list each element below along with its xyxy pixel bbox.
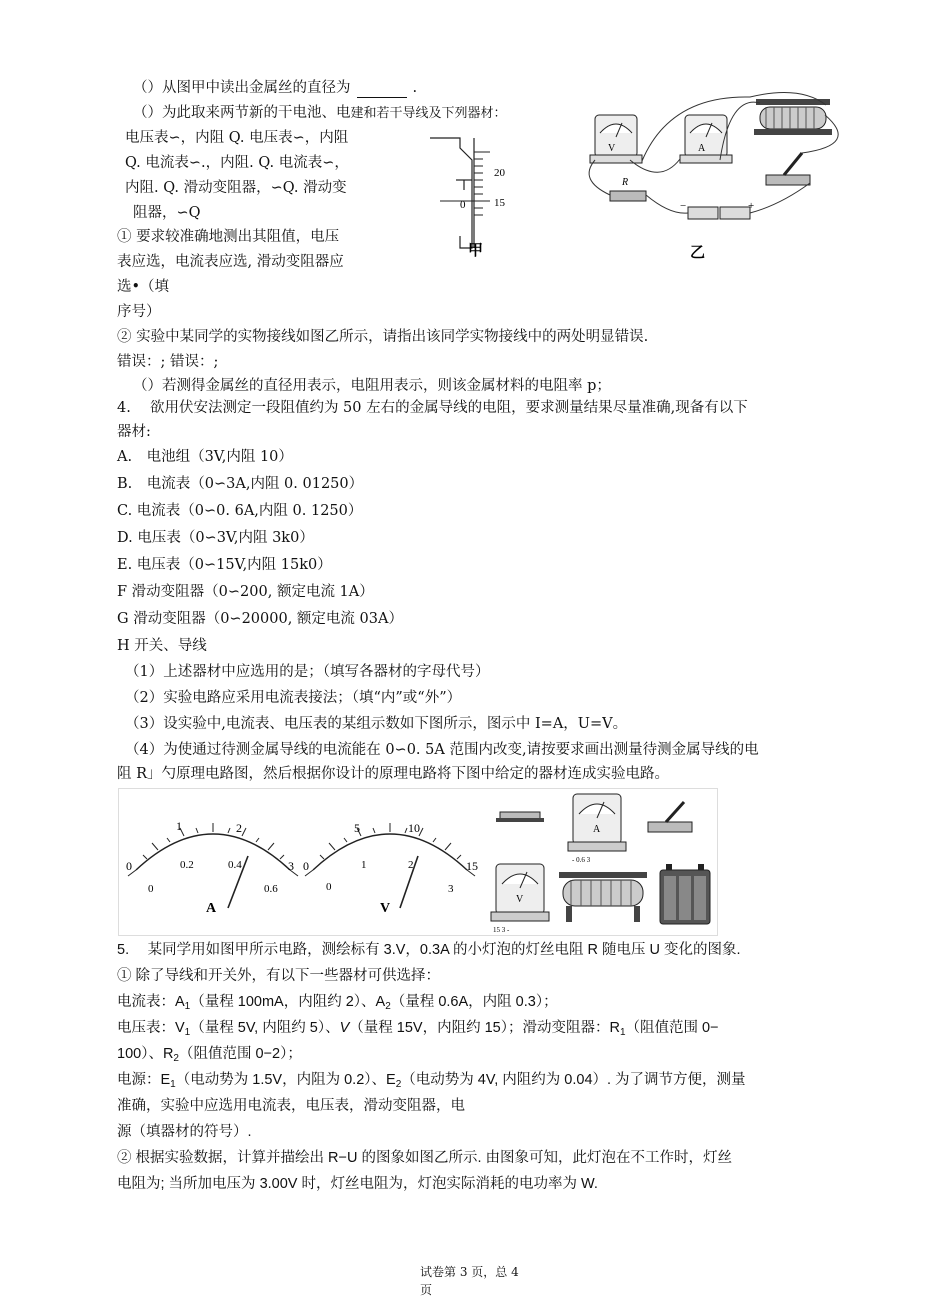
svg-text:0: 0 bbox=[126, 859, 132, 873]
q3-part2: （）为此取来两节新的干电池、电建和若干导线及下列器材： bbox=[133, 105, 507, 121]
page-footer: 试卷第 3 页，总 4 bbox=[420, 1265, 519, 1279]
voltmeter-dial bbox=[303, 821, 478, 916]
q4-option-d: D. 电压表（0∽3V,内阻 3k0） bbox=[117, 530, 314, 546]
ruler-label-15: 15 bbox=[494, 197, 505, 209]
switch-equipment-icon bbox=[648, 802, 692, 832]
q4-stem: 4. 欲用伏安法测定一段阻值约为 50 左右的金属导线的电阻，要求测量结果尽量准确,现备有以下 bbox=[117, 400, 748, 416]
svg-text:0: 0 bbox=[326, 881, 332, 893]
q5-ammeters: 电流表：$A_1$（量程 100mA，内阻约 2）、$A_2$（量程 0.6A，内阻 0.3）； bbox=[117, 994, 558, 1012]
q4-sub4: （4）为使通过待测金属导线的电流能在 0∽0. 5A 范围内改变,请按要求画出测量待测金属导线的电 bbox=[125, 742, 759, 758]
svg-text:V: V bbox=[380, 901, 391, 916]
micrometer-figure bbox=[420, 128, 540, 263]
q5-sources: 电源：$E_1$（电动势为 1.5V，内阻为 0.2）、$E_2$（电动势为 4V, 内阻约为 0.04）. 为了调节方便，测量 bbox=[117, 1072, 746, 1090]
svg-text:1: 1 bbox=[361, 859, 367, 871]
svg-text:2: 2 bbox=[408, 859, 414, 871]
svg-text:2: 2 bbox=[236, 821, 242, 835]
q3-part1: （）从图甲中读出金属丝的直径为 . bbox=[133, 80, 418, 96]
equipment-line: 内阻. Q. 滑动变阻器，∽Q. 滑动变 bbox=[125, 180, 347, 196]
equipment-line: Q. 电流表∽.，内阻. Q. 电流表∽， bbox=[125, 155, 349, 171]
q4-sub1: （1）上述器材中应选用的是；（填写各器材的字母代号） bbox=[125, 664, 490, 680]
resistor-equipment-icon bbox=[496, 812, 544, 822]
svg-text:1: 1 bbox=[176, 819, 182, 833]
battery-device-icon bbox=[680, 200, 754, 219]
svg-text:0.2: 0.2 bbox=[180, 859, 194, 871]
q4-sub2: （2）实验电路应采用电流表接法；（填“内”或“外”） bbox=[125, 690, 462, 706]
svg-text:A: A bbox=[206, 901, 217, 916]
q4-option-f: F 滑动变阻器（0∽200, 额定电流 1A） bbox=[117, 584, 374, 600]
svg-text:V: V bbox=[516, 894, 524, 905]
q5-voltmeters: 电压表：$V_1$（量程 5V, 内阻约 5）、V（量程 15V，内阻约 15）；滑动变阻器：$R_1$（阻值范围 0− bbox=[117, 1020, 719, 1038]
svg-text:5: 5 bbox=[354, 821, 360, 835]
equipment-line: 阻器，∽Q bbox=[133, 205, 201, 221]
svg-text:3: 3 bbox=[288, 859, 294, 873]
page-footer: 页 bbox=[420, 1283, 433, 1297]
svg-text:+: + bbox=[748, 200, 755, 212]
switch-device-icon bbox=[766, 153, 810, 185]
wiring-figure bbox=[570, 85, 860, 265]
rheostat-equipment-icon bbox=[559, 872, 647, 922]
q3-sub1: 表应选，电流表应选, 滑动变阻器应 bbox=[117, 254, 344, 270]
voltmeter-device-icon bbox=[590, 115, 642, 163]
q5-sub1: ① 除了导线和开关外，有以下一些器材可供选择： bbox=[117, 968, 441, 984]
figure-label-yi: 乙 bbox=[690, 245, 706, 261]
svg-text:0: 0 bbox=[303, 859, 309, 873]
svg-text:- 0.6 3: - 0.6 3 bbox=[572, 856, 591, 864]
q4-option-a: A. 电池组（3V,内阻 10） bbox=[117, 449, 293, 465]
q4-stem: 器材: bbox=[117, 424, 151, 440]
q3-sub1: 序号） bbox=[117, 304, 161, 320]
q5-stem: 5. 某同学用如图甲所示电路，测绘标有 3.V，0.3A 的小灯泡的灯丝电阻 R 随电压 U 变化的图象. bbox=[117, 942, 741, 958]
svg-text:3: 3 bbox=[448, 883, 454, 895]
equipment-line: 电压表∽，内阻 Q. 电压表∽，内阻 bbox=[125, 130, 349, 146]
ruler-label-0: 0 bbox=[460, 199, 466, 211]
figure-label-jia: 甲 bbox=[468, 243, 484, 259]
ruler-label-20: 20 bbox=[494, 167, 505, 179]
voltmeter-equipment-icon bbox=[491, 864, 549, 934]
q4-option-c: C. 电流表（0∽0. 6A,内阻 0. 1250） bbox=[117, 503, 363, 519]
q3-sub1: 选•（填 bbox=[117, 279, 170, 295]
svg-text:V: V bbox=[608, 143, 616, 154]
q4-sub3: （3）设实验中,电流表、电压表的某组示数如下图所示，图示中 I=A，U=V。 bbox=[125, 716, 628, 732]
resistor-device-icon bbox=[610, 177, 646, 201]
answer-blank[interactable] bbox=[357, 83, 407, 98]
q3-sub3: （）若测得金属丝的直径用表示，电阻用表示，则该金属材料的电阻率 p； bbox=[133, 378, 611, 394]
svg-text:A: A bbox=[593, 824, 601, 835]
q4-option-h: H 开关、导线 bbox=[117, 638, 207, 654]
q5-sub2: 电阻为; 当所加电压为 3.00V 时，灯丝电阻为，灯泡实际消耗的电功率为 W. bbox=[117, 1176, 598, 1192]
svg-text:R: R bbox=[622, 177, 629, 188]
q5-sub2: ② 根据实验数据，计算并描绘出 R−U 的图象如图乙所示. 由图象可知，此灯泡在不工作时，灯丝 bbox=[117, 1150, 733, 1166]
q3-sub2: ② 实验中某同学的实物接线如图乙所示，请指出该同学实物接线中的两处明显错误. bbox=[117, 329, 649, 345]
q3-errors: 错误：; 错误：; bbox=[117, 354, 219, 370]
svg-text:15: 15 bbox=[466, 859, 478, 873]
ammeter-equipment-icon bbox=[568, 794, 626, 864]
q5-rheostats: 100）、$R_2$（阻值范围 0−2）； bbox=[117, 1046, 302, 1064]
q4-sub4: 阻 R」勺原理电路图，然后根据你设计的原理电路将下图中给定的器材连成实验电路。 bbox=[117, 766, 670, 782]
battery-pack-icon bbox=[660, 864, 710, 924]
svg-text:−: − bbox=[680, 200, 687, 212]
meters-equipment-figure bbox=[118, 788, 718, 936]
q5-choice-line: 准确，实验中应选用电流表，电压表，滑动变阻器，电 bbox=[117, 1098, 465, 1114]
q4-option-g: G 滑动变阻器（0∽20000, 额定电流 03A） bbox=[117, 611, 403, 627]
svg-text:0.4: 0.4 bbox=[228, 859, 242, 871]
q5-choice-line: 源（填器材的符号）. bbox=[117, 1124, 252, 1140]
svg-text:15 3 -: 15 3 - bbox=[493, 926, 510, 934]
svg-text:0: 0 bbox=[148, 883, 154, 895]
q4-option-b: B. 电流表（0∽3A,内阻 0. 01250） bbox=[117, 476, 364, 492]
svg-text:0.6: 0.6 bbox=[264, 883, 278, 895]
q4-option-e: E. 电压表（0∽15V,内阻 15k0） bbox=[117, 557, 332, 573]
svg-text:A: A bbox=[698, 143, 706, 154]
q3-sub1: ① 要求较准确地测出其阻值，电压 bbox=[117, 229, 340, 245]
rheostat-device-icon bbox=[754, 99, 832, 135]
svg-text:10: 10 bbox=[408, 821, 420, 835]
ammeter-dial bbox=[126, 819, 298, 916]
